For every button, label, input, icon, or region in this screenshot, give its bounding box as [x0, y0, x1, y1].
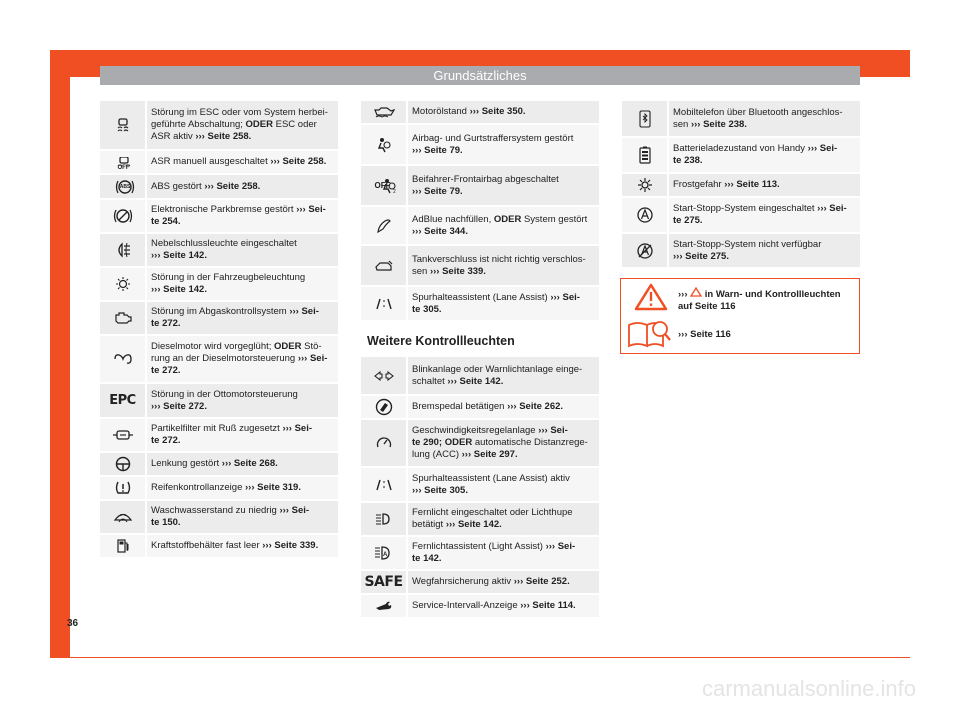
text-line: schaltet ››› Seite 142.: [412, 375, 504, 387]
epc-icon-label: EPC: [109, 393, 136, 408]
list-item-text: [408, 287, 599, 320]
warning-text: [678, 287, 858, 313]
middle-column-bottom: [361, 357, 599, 619]
text-line: AdBlue nachfüllen, ODER System gestört: [412, 213, 588, 225]
text-line: te 272.: [151, 318, 181, 329]
fuel-cap-icon: [361, 246, 408, 285]
high-beam-icon: [361, 503, 408, 535]
list-item-text: [147, 336, 338, 382]
wrench-icon: [361, 595, 408, 617]
text-line: ››› Seite 142.: [151, 284, 207, 295]
text-line: Batterieladezustand von Handy ››› Sei-: [673, 143, 838, 154]
text-line: Elektronische Parkbremse gestört ››› Sei-: [151, 204, 326, 215]
esc-asr-off-icon: [100, 101, 147, 149]
text-line: Störung im ESC oder vom System herbei-: [151, 107, 328, 118]
manual-book-icon: [627, 319, 671, 354]
text-line: Fernlichtassistent (Light Assist) ››› Sei-: [412, 541, 576, 552]
text-line: ››› Seite 272.: [151, 400, 207, 412]
phone-battery-icon: [622, 138, 669, 172]
list-item-text: [147, 302, 338, 334]
text-line: ASR manuell ausgeschaltet ››› Seite 258.: [151, 156, 327, 167]
list-item-text: [408, 503, 599, 535]
list-item: [361, 571, 599, 595]
list-item: [361, 537, 599, 571]
text-line: Partikelfilter mit Ruß zugesetzt ››› Sei-: [151, 423, 313, 434]
particle-filter-icon: [100, 419, 147, 451]
lane-assist-icon: [361, 287, 408, 320]
text-line: Blinkanlage oder Warnlichtanlage einge-: [412, 363, 583, 375]
text-line: Spurhalteassistent (Lane Assist) aktiv: [412, 472, 570, 484]
list-item: [361, 503, 599, 537]
start-stop-unavailable-icon: [622, 234, 669, 267]
list-item: [361, 287, 599, 322]
epc-icon: [100, 384, 147, 417]
list-item-text: [147, 477, 338, 499]
list-item-text: [147, 175, 338, 198]
list-item: [361, 357, 599, 396]
frost-icon: [622, 174, 669, 196]
list-item-text: [408, 357, 599, 394]
list-item: [361, 595, 599, 619]
lane-assist-active-icon: [361, 468, 408, 501]
text-line: te 142.: [412, 553, 442, 564]
list-item-text: [147, 151, 338, 173]
manual-reference-link[interactable]: ››› Seite 116: [678, 329, 731, 340]
list-item: [361, 396, 599, 420]
text-line: Motorölstand ››› Seite 350.: [412, 106, 526, 117]
text-line: ››› Seite 79.: [412, 185, 463, 197]
text-line: Start-Stopp-System eingeschaltet ››› Sei-: [673, 203, 847, 214]
list-item-text: [147, 268, 338, 300]
small-warning-icon: [690, 287, 702, 297]
text-line: Wegfahrsicherung aktiv ››› Seite 252.: [412, 576, 570, 587]
light-assist-icon: [361, 537, 408, 569]
text-line: Waschwasserstand zu niedrig ››› Sei-: [151, 505, 310, 516]
icon-label: ABS: [119, 183, 131, 190]
abs-icon: [100, 175, 147, 198]
tyre-pressure-icon: [100, 477, 147, 499]
right-column: [622, 101, 860, 269]
asr-off-icon: [100, 151, 147, 173]
svg-text:2: 2: [392, 188, 396, 194]
list-item-text: [408, 246, 599, 285]
text-line: Bremspedal betätigen ››› Seite 262.: [412, 401, 564, 412]
washer-fluid-icon: [100, 501, 147, 533]
turn-signal-icon: [361, 357, 408, 394]
list-item-text: [669, 234, 860, 267]
text-line: te 150.: [151, 517, 181, 528]
section-title: Weitere Kontrollleuchten: [367, 334, 515, 348]
text-line: ››› Seite 275.: [673, 250, 729, 262]
list-item-text: [147, 101, 338, 149]
list-item-text: [408, 595, 599, 617]
list-item: [100, 200, 338, 234]
list-item-text: [408, 420, 599, 466]
list-item-text: [669, 138, 860, 172]
list-item: [100, 175, 338, 200]
text-line: betätigt ››› Seite 142.: [412, 519, 502, 530]
list-item-text: [147, 501, 338, 533]
text-line: rung an der Dieselmotorsteuerung ››› Sei-: [151, 353, 328, 364]
steering-wheel-icon: [100, 453, 147, 475]
text-line: Geschwindigkeitsregelanlage ››› Sei-: [412, 425, 568, 436]
list-item-text: [408, 468, 599, 501]
safe-icon: [361, 571, 408, 593]
bulb-fault-icon: [100, 268, 147, 300]
glow-plug-icon: [100, 336, 147, 382]
oil-level-icon: [361, 101, 408, 123]
parking-brake-fault-icon: [100, 200, 147, 232]
list-item-text: [408, 537, 599, 569]
text-line: lung (ACC) ››› Seite 297.: [412, 449, 518, 460]
text-line: te 290; ODER automatische Distanzrege-: [412, 437, 588, 448]
text-line: Lenkung gestört ››› Seite 268.: [151, 458, 278, 469]
list-item-text: [147, 453, 338, 475]
text-line: Spurhalteassistent (Lane Assist) ››› Sei-: [412, 291, 580, 303]
list-item: [361, 246, 599, 287]
safe-icon-label: SAFE: [364, 574, 403, 590]
text-line: ABS gestört ››› Seite 258.: [151, 180, 261, 192]
list-item: [100, 453, 338, 477]
text-line: Service-Intervall-Anzeige ››› Seite 114.: [412, 600, 576, 611]
text-line: Dieselmotor wird vorgeglüht; ODER Stö-: [151, 341, 322, 352]
icon-label: OFF: [117, 165, 130, 171]
list-item-text: [408, 101, 599, 123]
text-line: sen ››› Seite 339.: [412, 265, 486, 277]
text-line: te 275.: [673, 215, 703, 226]
list-item-text: [669, 198, 860, 232]
text-line: Störung in der Fahrzeugbeleuchtung: [151, 272, 306, 283]
start-stop-icon: [622, 198, 669, 232]
list-item-text: [408, 396, 599, 418]
cruise-control-icon: [361, 420, 408, 466]
text-line: Fernlicht eingeschaltet oder Lichthupe: [412, 507, 573, 518]
warning-text-page: auf Seite 116: [678, 301, 736, 312]
list-item: [100, 151, 338, 175]
text-line: Nebelschlussleuchte eingeschaltet: [151, 238, 297, 249]
list-item: [100, 268, 338, 302]
text-line: Frostgefahr ››› Seite 113.: [673, 179, 780, 190]
list-item: [100, 477, 338, 501]
page-title: Grundsätzliches: [100, 66, 860, 85]
warning-triangle-icon: [634, 283, 668, 316]
list-item: [622, 101, 860, 138]
airbag-icon: [361, 125, 408, 164]
middle-column-top: [361, 101, 599, 322]
list-item: [361, 207, 599, 246]
text-line: geführte Abschaltung; ODER ESC oder: [151, 119, 317, 130]
list-item: [100, 234, 338, 268]
page-number: 36: [67, 618, 79, 629]
list-item: [100, 101, 338, 151]
text-line: te 272.: [151, 435, 181, 446]
text-line: Start-Stopp-System nicht verfügbar: [673, 238, 822, 250]
list-item: [100, 419, 338, 453]
list-item: [361, 101, 599, 125]
list-item-text: [147, 419, 338, 451]
list-item: [361, 166, 599, 207]
list-item: [361, 125, 599, 166]
text-line: Beifahrer-Frontairbag abgeschaltet: [412, 173, 559, 185]
engine-icon: [100, 302, 147, 334]
watermark: carmanualsonline.info: [701, 676, 916, 701]
warning-info-box: [620, 278, 860, 354]
text-line: Störung im Abgaskontrollsystem ››› Sei-: [151, 306, 319, 317]
icon-label: OFF: [374, 181, 391, 190]
list-item-text: [669, 174, 860, 196]
text-line: Tankverschluss ist nicht richtig verschlos-: [412, 253, 586, 265]
text-line: Airbag- und Gurtstraffersystem gestört: [412, 132, 574, 144]
list-item: [361, 468, 599, 503]
list-item-text: [147, 200, 338, 232]
list-item: [622, 174, 860, 198]
text-line: Reifenkontrollanzeige ››› Seite 319.: [151, 482, 301, 493]
fuel-pump-icon: [100, 535, 147, 557]
list-item-text: [147, 535, 338, 557]
text-line: ››› Seite 344.: [412, 225, 468, 237]
text-line: sen ››› Seite 238.: [673, 118, 747, 130]
text-line: Kraftstoffbehälter fast leer ››› Seite 339.: [151, 540, 319, 551]
text-line: te 305.: [412, 303, 442, 315]
text-line: ››› Seite 142.: [151, 250, 207, 261]
left-column: [100, 101, 338, 559]
list-item: [622, 138, 860, 174]
list-item: [622, 198, 860, 234]
list-item: [100, 384, 338, 419]
list-item: [100, 535, 338, 559]
text-line: ASR aktiv ››› Seite 258.: [151, 131, 252, 142]
brake-pedal-icon: [361, 396, 408, 418]
list-item-text: [408, 125, 599, 164]
list-item: [100, 336, 338, 384]
text-line: ››› Seite 79.: [412, 144, 463, 156]
list-item-text: [408, 207, 599, 244]
list-item: [622, 234, 860, 269]
list-item-text: [147, 384, 338, 417]
text-line: te 254.: [151, 216, 181, 227]
text-line: Störung in der Ottomotorsteuerung: [151, 388, 298, 400]
list-item: [361, 420, 599, 468]
list-item: [100, 501, 338, 535]
text-line: te 272.: [151, 365, 181, 376]
bluetooth-phone-icon: [622, 101, 669, 136]
text-line: ››› Seite 305.: [412, 484, 468, 496]
arrow-prefix: ›››: [678, 289, 688, 300]
list-item-text: [408, 571, 599, 593]
svg-text:A: A: [382, 552, 387, 558]
list-item-text: [669, 101, 860, 136]
list-item-text: [147, 234, 338, 266]
passenger-airbag-off-icon: [361, 166, 408, 205]
list-item-text: [408, 166, 599, 205]
text-line: Mobiltelefon über Bluetooth angeschlos-: [673, 106, 843, 118]
text-line: te 238.: [673, 155, 703, 166]
adblue-icon: [361, 207, 408, 244]
warning-text-suffix: in Warn- und Kontrollleuchten: [704, 289, 841, 300]
list-item: [100, 302, 338, 336]
middle-column: [361, 101, 599, 619]
rear-fog-light-icon: [100, 234, 147, 266]
